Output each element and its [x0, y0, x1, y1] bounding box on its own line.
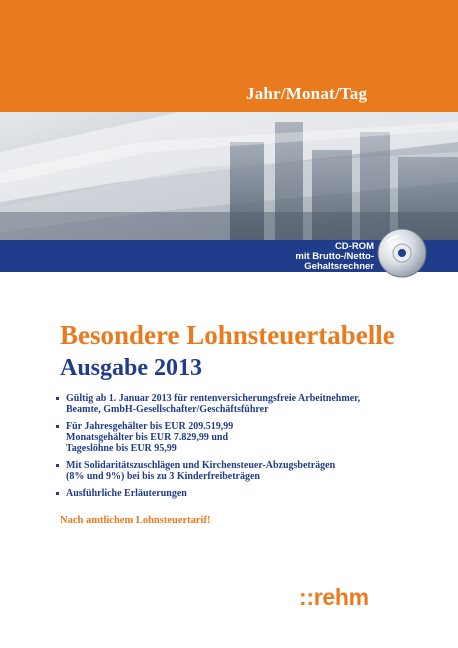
- bullet-square-icon: [56, 397, 59, 400]
- bullet-square-icon: [56, 464, 59, 467]
- cd-rom-line-1: CD-ROM: [334, 241, 374, 252]
- feature-line: Tageslöhne bis EUR 95,99: [66, 443, 177, 454]
- bullet-square-icon: [56, 425, 59, 428]
- publisher-line: Jahr/Monat/Tag: [246, 84, 368, 103]
- book-title: Besondere Lohnsteuertabelle: [60, 320, 395, 350]
- bullet-square-icon: [56, 492, 59, 495]
- cd-rom-line-2: mit Brutto-/Netto-: [295, 251, 374, 262]
- feature-line: Beamte, GmbH-Gesellschafter/Geschäftsführer: [66, 404, 269, 415]
- cd-rom-label: [295, 242, 374, 272]
- orange-header-band: [0, 0, 458, 112]
- feature-line: Monatsgehälter bis EUR 7.829,99 und: [66, 432, 229, 443]
- tariff-note: Nach amtlichem Lohnsteuertarif!: [60, 515, 211, 526]
- cover-photo: [0, 112, 458, 240]
- publisher-logo: ::rehm: [299, 584, 369, 610]
- cd-disc-icon: [377, 228, 427, 278]
- blurred-city-image: [0, 112, 458, 240]
- cd-rom-line-3: Gehaltsrechner: [304, 261, 374, 272]
- book-subtitle: Ausgabe 2013: [60, 355, 203, 381]
- feature-line: Gültig ab 1. Januar 2013 für rentenversicherungsfreie Arbeitnehmer,: [66, 393, 361, 404]
- feature-line: Mit Solidaritätszuschlägen und Kirchensteuer-Abzugsbeträgen: [66, 460, 336, 471]
- feature-item: [60, 488, 420, 499]
- feature-item: [60, 421, 420, 454]
- feature-list: [60, 393, 420, 505]
- feature-item: [60, 460, 420, 482]
- feature-line: Ausführliche Erläuterungen: [66, 488, 187, 499]
- feature-line: (8% und 9%) bei bis zu 3 Kinderfreibeträgen: [66, 471, 260, 482]
- feature-item: [60, 393, 420, 415]
- feature-line: Für Jahresgehälter bis EUR 209.519,99: [66, 421, 234, 432]
